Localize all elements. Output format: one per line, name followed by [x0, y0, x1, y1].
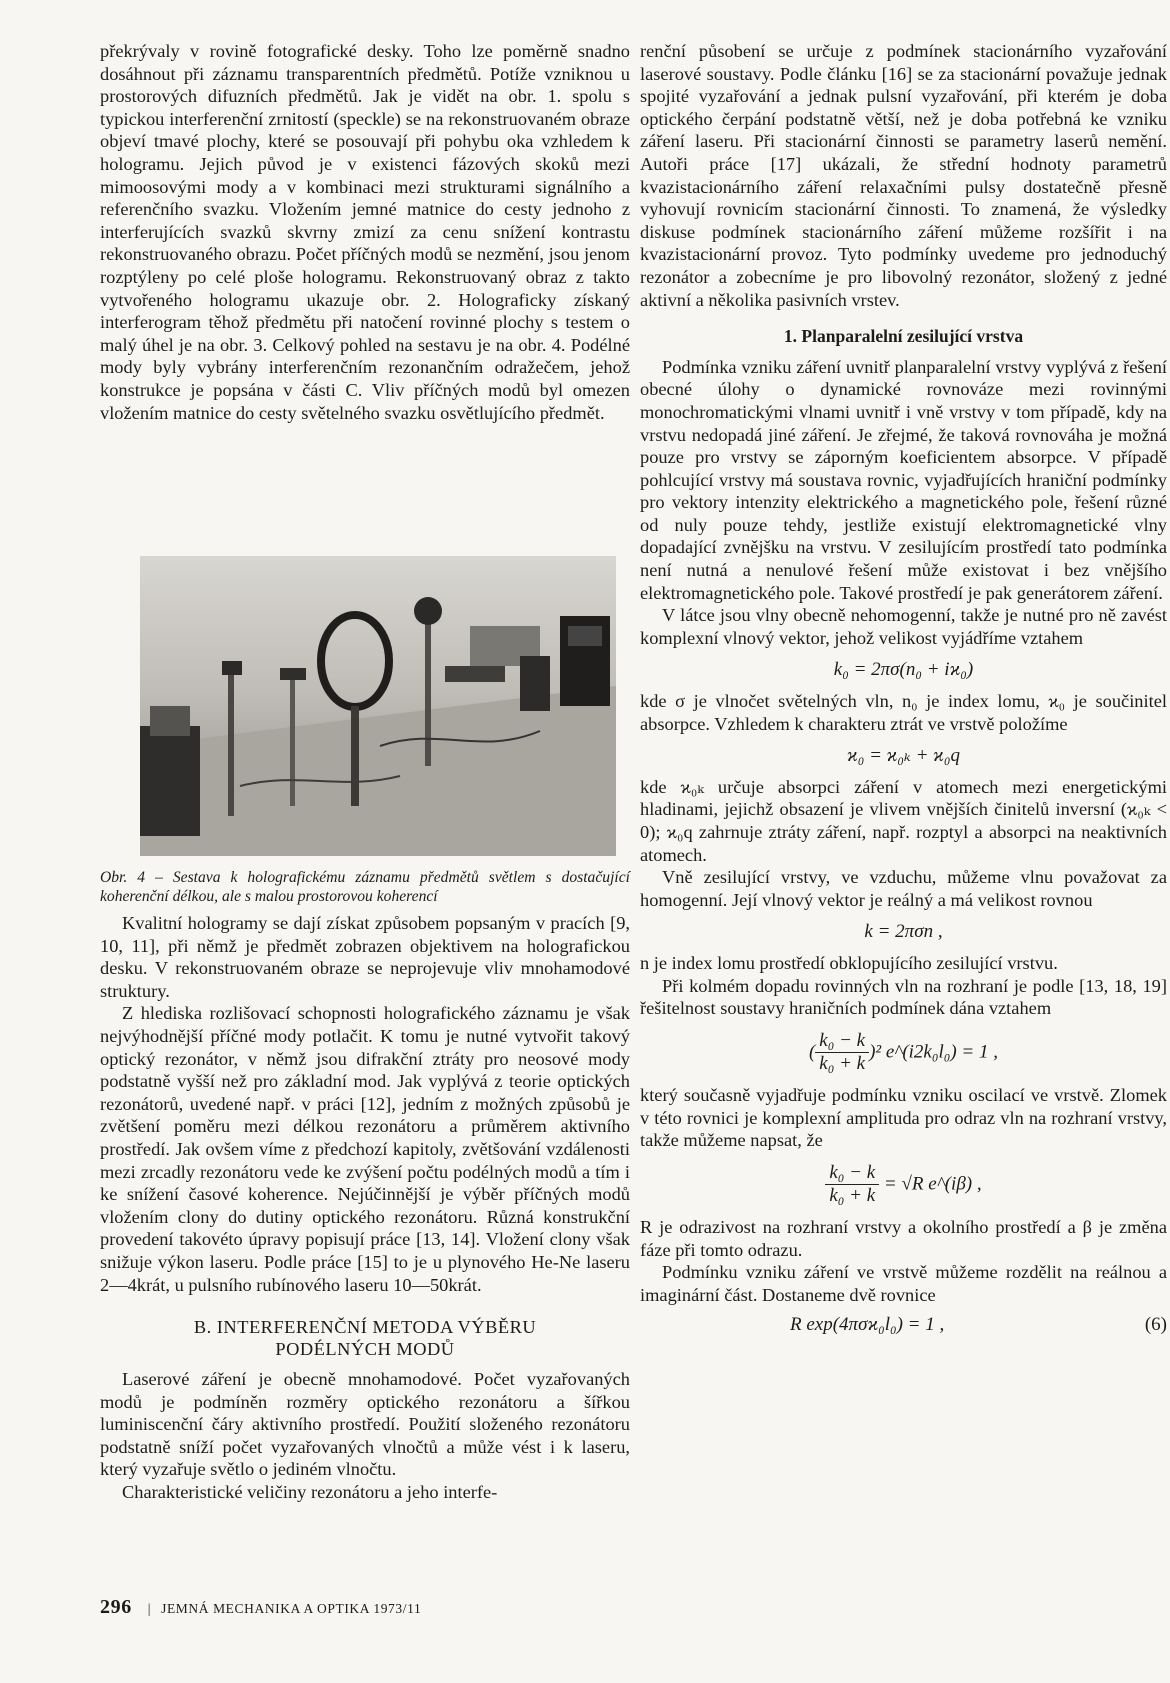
body-paragraph: V látce jsou vlny obecně nehomogenní, takže je nutné pro ně zavést komplexní vlnový vektor, jehož velikost vyjádříme vztahem — [640, 605, 1167, 648]
body-paragraph: překrývaly v rovině fotografické desky. Toho lze poměrně snadno dosáhnout při záznamu transparentních předmětů. Potíže vzniknou u prostorových difuzních předmětů. Jak je vidět na obr. 1. spolu s typickou interferenční zrnitostí (speckle) se na rekonstruovaném obraze objeví tmavé plochy, které se posouvají při pohybu oka vzhledem k hologramu. Jejich původ je v existenci fázových skoků mezi mimoosovými mody a v kombinaci mezi strukturami signálního a referenčního svazku. Vložením jemné matnice do cesty jednoho z interferujících svazků skvrny zmizí za cenu snížení kontrastu rekonstruovaného obrazu. Počet příčných modů se nezmění, jsou jenom rozptýleny po celé ploše hologramu. Rekonstruovaný obraz z takto vytvořeného hologramu ukazuje obr. 2. Holograficky získaný interferogram těhož předmětu při natočení rovinné plochy s testem o malý úhel je na obr. 3. Celkový pohled na sestavu je na obr. 4. Podélné mody byly vybrány interferenčním rezonančním odražečem, jehož konstrukce je popsána v části C. Vliv příčných modů byl omezen vložením matnice do cesty světelného svazku osvětlujícího předmět. — [100, 41, 630, 423]
section-heading-line: B. INTERFERENČNÍ METODA VÝBĚRU — [193, 1317, 537, 1338]
body-paragraph: Při kolmém dopadu rovinných vln na rozhraní je podle [13, 18, 19] řešitelnost soustavy hraničních podmínek dána vztahem — [640, 975, 1167, 1019]
fraction-numerator: k₀ − k — [825, 1162, 879, 1186]
equation-number: (6) — [1144, 1314, 1167, 1336]
journal-name: JEMNÁ MECHANIKA A OPTIKA 1973/11 — [161, 1601, 422, 1616]
equation: k₀ = 2πσ(n₀ + iϰ₀) — [833, 659, 974, 681]
body-paragraph: renční působení se určuje z podmínek stacionárního vyzařování laserové soustavy. Podle článku [16] se za stacionární považuje jednak spojité vyzařování a jednak pulsní vyzařování, při kterém je doba optického čerpání podstatně větší, než je doba potřebná ke vzniku záření laseru. Při stacionární činnosti se parametry laserů nemění. Autoři práce [17] ukázali, že střední hodnoty parametrů kvazistacionárního záření relaxačními pulsy dostatečně přesně vyhovují rovnicím stacionární činnosti. To znamená, že výsledky diskuse podmínek stacionárního záření můžeme rozšířit i na kvazistacionární provoz. Tyto podmínky uvedeme pro jednoduchý rezonátor a zobecníme je pro libovolný rezonátor, složený z jedné aktivní a několika pasivních vrstev. — [640, 41, 1167, 310]
body-paragraph: Laserové záření je obecně mnohamodové. Počet vyzařovaných modů je podmíněn rozměry optického rezonátoru a šířkou luminiscenční čáry aktivního prostředí. Použití složeného rezonátoru podstatně sníží počet vyzařovaných vlnočtů a může vést i k laseru, který vyzařuje světlo o jediném vlnočtu. — [100, 1369, 630, 1480]
body-paragraph: kde σ je vlnočet světelných vln, n₀ je index lomu, ϰ₀ je součinitel absorpce. Vzhledem k charakteru ztrát ve vrstvě položíme — [640, 691, 1167, 734]
photo-illustration — [140, 556, 616, 856]
figure-caption: Obr. 4 – Sestava k holografickému záznamu předmětů světlem s dostačující koherenční délkou, ale s malou prostorovou koherencí — [100, 869, 630, 905]
equation-remainder: e^(i2k₀l₀) = 1 , — [885, 1041, 999, 1063]
body-paragraph: který současně vyjadřuje podmínku vzniku oscilací ve vrstvě. Zlomek v této rovnici je komplexní amplituda pro odraz vln na rozhraní vrstvy, takže můžeme napsat, že — [640, 1084, 1167, 1151]
body-paragraph: R je odrazivost na rozhraní vrstvy a okolního prostředí a β je změna fáze při tomto odrazu. — [640, 1216, 1167, 1260]
left-column-bottom — [100, 912, 630, 1504]
section-heading-line: PODÉLNÝCH MODŮ — [275, 1339, 455, 1360]
page-footer — [100, 1596, 421, 1619]
right-column — [640, 40, 1167, 1337]
body-paragraph: Charakteristické veličiny rezonátoru a jeho interfe- — [122, 1482, 498, 1503]
left-column-top — [100, 40, 630, 424]
body-paragraph: Podmínka vzniku záření uvnitř planparalelní vrstvy vyplývá z řešení obecné úlohy o dynamické rovnováze mezi rovinnými monochromatickými vlnami uvnitř i vně vrstvy v tom případě, kdy na vrstvu nedopadá jiné záření. Je zřejmé, že taková rovnováha je možná pouze pro vrstvy se záporným koeficientem absorpce. V případě pohlcující vrstvy má soustava rovnic, vyjadřujících hraniční podmínky pro vektory intenzity elektrického a magnetického pole, řešení různé od nuly pouze tehdy, jestliže existují elektromagnetické vlny dopadající zvnějšku na vrstvu. V zesilujícím prostředí tato podmínka není nutná a nenulové řešení může existovat i bez vnějšího elektromagnetického pole. Takové prostředí je pak generátorem záření. — [640, 356, 1167, 603]
section-heading-b — [100, 1316, 630, 1360]
fraction-denominator: k₀ + k — [829, 1185, 876, 1207]
setup-photograph — [140, 556, 616, 856]
body-paragraph: kde ϰ₀ₖ určuje absorpci záření v atomech mezi energetickými hladinami, jejichž obsazení je vlivem vnějších činitelů inversní (ϰ₀ₖ < 0); ϰ₀q zahrnuje ztráty záření, např. rozptyl a absorpci na neaktivních atomech. — [640, 776, 1167, 865]
equation-remainder: = √R e^(iβ) , — [883, 1173, 982, 1195]
body-paragraph: Podmínku vzniku záření ve vrstvě můžeme rozdělit na reálnou a imaginární část. Dostaneme dvě rovnice — [640, 1262, 1167, 1305]
fraction — [815, 1030, 869, 1076]
body-paragraph: n je index lomu prostředí obklopujícího zesilující vrstvu. — [640, 952, 1058, 973]
fraction — [825, 1162, 879, 1208]
equation: ϰ₀ = ϰ₀ₖ + ϰ₀q — [847, 745, 960, 767]
equation-6 — [640, 1314, 1167, 1337]
equation-body: R exp(4πσϰ₀l₀) = 1 , — [790, 1314, 945, 1336]
section-heading-1: 1. Planparalelní zesilující vrstva — [783, 326, 1024, 347]
body-paragraph: Kvalitní hologramy se dají získat způsobem popsaným v pracích [9, 10, 11], při němž je předmět zobrazen objektivem na holografickou desku. V rekonstruovaném obraze se neprojevuje vliv mnohamodové struktury. — [100, 913, 630, 1001]
equation-fraction: ( $\frac{\text{k₀ − k}}{\text{k₀ + k}}$ )² e^(i2k₀l₀) = 1 , — [808, 1029, 999, 1075]
fraction-numerator: k₀ − k — [815, 1030, 869, 1054]
body-paragraph: Vně zesilující vrstvy, ve vzduchu, můžeme vlnu považovat za homogenní. Její vlnový vektor je reálný a má velikost rovnou — [640, 867, 1167, 910]
equation-fraction — [640, 1162, 1167, 1208]
footer-divider: | — [147, 1601, 152, 1616]
fraction-denominator: k₀ + k — [819, 1053, 866, 1075]
page-number: 296 — [100, 1596, 132, 1618]
equation: k = 2πσn , — [864, 921, 943, 943]
body-paragraph: Z hlediska rozlišovací schopnosti holografického záznamu je však nejvýhodnější příčné mody potlačit. K tomu je nutné vytvořit takový optický rezonátor, v němž jsou difrakční ztráty pro neosové mody podstatně vyšší než pro základní mod. Jak vyplývá z teorie optických rezonátorů, uvedené např. v práci [12], jedním z možných způsobů je zvětšení poměru mezi délkou rezonátoru a průměrem aktivního prostředí. Jak ovšem víme z předchozí kapitoly, zvětšování vzdálenosti mezi zrcadly rezonátoru vede ke zvýšení počtu podélných modů a tím i ke snížení časové koherence. Nejúčinnější je výběr příčných modů vložením clony do dutiny optického rezonátoru. Různá konstrukční provedení takovéto úpravy popisují práce [13, 14]. Vložení clony však snižuje výkon laseru. Podle práce [15] to je u plynového He-Ne laseru 2—4krát, u pulsního rubínového laseru 10—50krát. — [100, 1003, 630, 1295]
